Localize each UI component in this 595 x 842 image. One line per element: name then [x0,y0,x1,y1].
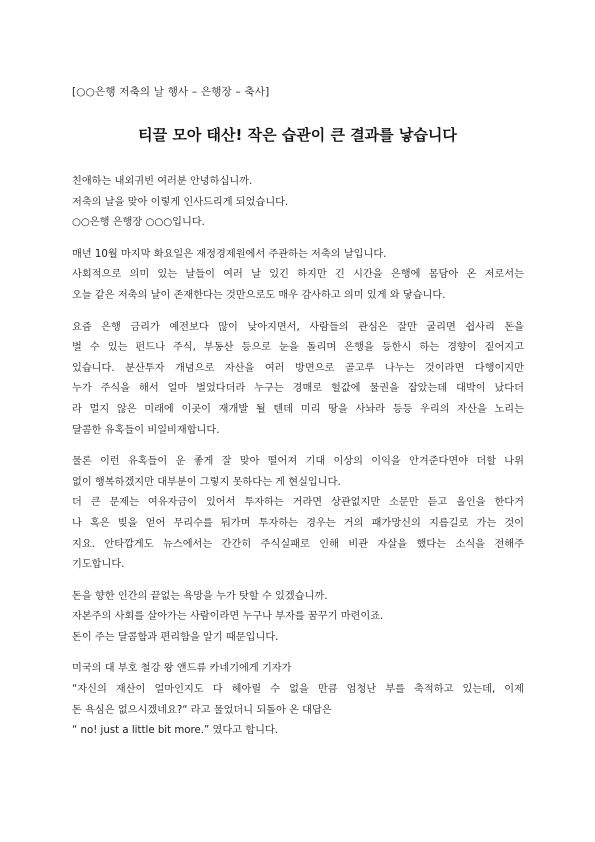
text-line: 벌 수 있는 펀드나 주식, 부동산 등으로 눈을 돌리며 은행을 등한시 하는 경향이 짙어지고 [72,342,524,354]
text-line: 달콤한 유혹들이 비일비재합니다. [72,424,220,436]
text-line: “자신의 재산이 얼마인지도 다 헤아릴 수 없을 만큼 엄청난 부를 축적하고 있는데, 이제 [72,684,524,696]
paragraph-reality [72,452,524,576]
speech-body [72,172,524,753]
paragraph-temptations [72,318,524,442]
paragraph-savings-day [72,245,524,307]
text-line: 물론 이런 유혹들이 운 좋게 잘 맞아 떨어져 기대 이상의 이익을 안겨준다면야 더할 나위 [72,456,524,468]
text-line: 지요. 안타깝게도 뉴스에서는 간간히 주식실패로 인해 비관 자살을 했다는 소식을 전해주 [72,538,524,550]
text-line: ○○은행 은행장 ○○○입니다. [72,217,205,229]
text-line: 있습니다. 분산투자 개념으로 자산을 여러 방면으로 골고루 나누는 것이라면 다행이지만 [72,362,524,374]
paragraph-greeting [72,172,524,234]
text-line: 라 멀지 않은 미래에 이곳이 재개발 될 텐데 미리 땅을 사놔라 등등 우리의 자산을 노리는 [72,403,524,415]
text-line: 요즘 은행 금리가 예전보다 많이 낮아지면서, 사람들의 관심은 잘만 굴리면 쉽사리 돈을 [72,321,524,333]
text-line: 친애하는 내외귀빈 여러분 안녕하십니까. [72,176,253,187]
text-line: 자본주의 사회를 살아가는 사람이라면 누구나 부자를 꿈꾸기 마련이죠. [72,611,384,623]
text-line: 돈을 향한 인간의 끝없는 욕망을 누가 탓할 수 있겠습니까. [72,590,328,602]
text-line: 사회적으로 의미 있는 날들이 여러 날 있긴 하지만 긴 시간을 은행에 몸담아 온 저로서는 [72,269,524,281]
text-line: 미국의 대 부호 철강 왕 앤드류 카네기에게 기자가 [72,663,292,675]
paragraph-carnegie [72,659,524,741]
text-line: 없이 행복하겠지만 대부분이 그렇지 못하다는 게 현실입니다. [72,476,341,488]
text-line: 더 큰 문제는 여유자금이 있어서 투자하는 거라면 상관없지만 소문만 듣고 올인을 한다거 [72,497,524,509]
paragraph-desire [72,587,524,649]
text-line: 오늘 같은 저축의 날이 존재한다는 것만으로도 매우 감사하고 의미 있게 와 닿습니다. [72,289,446,301]
speech-title: 티끌 모아 태산! 작은 습관이 큰 결과를 낳습니다 [138,126,457,144]
text-line: 저축의 날을 맞아 이렇게 인사드리게 되었습니다. [72,196,289,208]
text-line: 기도합니다. [72,559,125,571]
text-line: 매년 10월 마지막 화요일은 재정경제원에서 주관하는 저축의 날입니다. [72,248,387,260]
text-line: 누가 주식을 해서 얼마 벌었다더라 누구는 경매로 헐값에 물권을 잡았는데 대박이 났다더 [72,383,524,395]
text-line: 돈 욕심은 없으시겠네요?“ 라고 물었더니 되돌아 온 대답은 [72,704,332,716]
speech-occasion-tag: [○○은행 저축의 날 행사 – 은행장 – 축사] [72,86,270,98]
text-line: “ no! just a little bit more.” 였다고 합니다. [72,725,279,737]
text-line: 나 혹은 빚을 얻어 무리수를 둬가며 투자하는 경우는 거의 패가망신의 지름길로 가는 것이 [72,517,524,529]
text-line: 돈이 주는 달콤함과 편리함을 알기 때문입니다. [72,631,279,643]
